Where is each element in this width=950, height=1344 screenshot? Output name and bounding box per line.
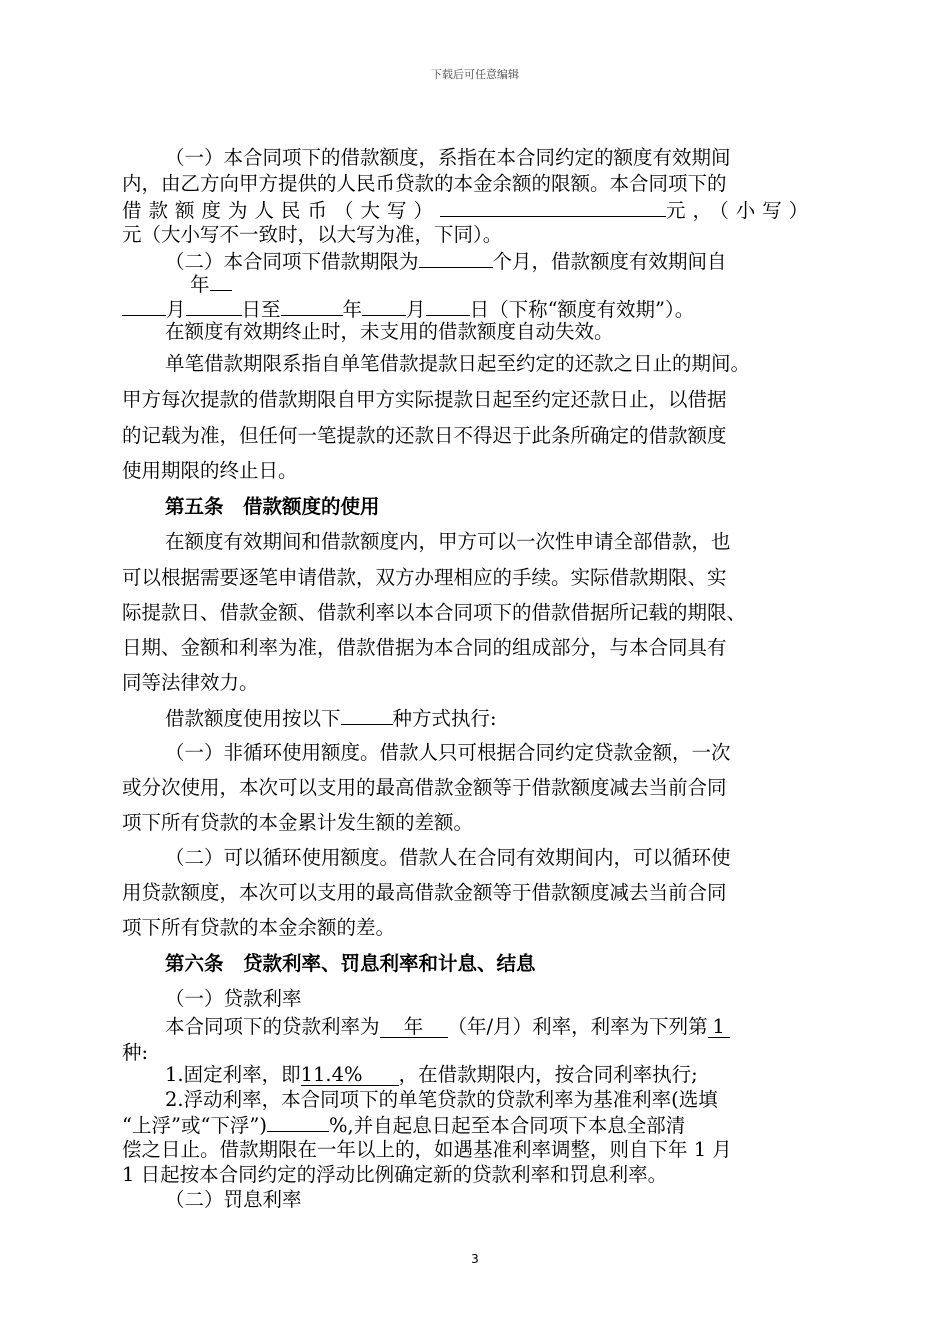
text-fragment: 元，（小写）: [666, 199, 816, 222]
paragraph-line: 项下所有贷款的本金累计发生额的差额。: [122, 811, 474, 834]
paragraph-line: （一）非循环使用额度。借款人只可根据合同约定贷款金额，一次: [165, 741, 731, 764]
paragraph-line: [165, 706, 497, 731]
paragraph-line: 种:: [122, 1041, 149, 1064]
paragraph-line: [165, 1063, 698, 1087]
paragraph-line: 的记载为准，但任何一笔提款的还款日不得迟于此条所确定的借款额度: [122, 424, 727, 447]
paragraph-line: 甲方每次提款的借款期限自甲方实际提款日起至约定还款日止，以借据: [122, 388, 727, 411]
year-blank: [210, 272, 232, 291]
months-blank: [419, 249, 493, 268]
paragraph-line: [122, 297, 694, 322]
paragraph-line: 或分次使用，本次可以支用的最高借款金额等于借款额度减去当前合同: [122, 776, 727, 799]
text-fragment: 日（下称“额度有效期”）。: [469, 298, 695, 321]
text-fragment: %,并自起息日起至本合同项下本息全部清: [328, 1114, 686, 1137]
paragraph-line: [122, 198, 815, 223]
text-fragment: 月: [166, 298, 186, 321]
article-heading: 第六条 贷款利率、罚息利率和计息、结息: [165, 952, 536, 975]
text-fragment: 年: [190, 273, 210, 296]
paragraph-line: 际提款日、借款金额、借款利率以本合同项下的借款借据所记载的期限、: [122, 601, 747, 624]
page-header: 下载后可任意编辑: [431, 68, 519, 81]
month-blank: [122, 297, 166, 316]
text-fragment: 个月，借款额度有效期间自: [492, 250, 727, 273]
text-fragment: 借款额度使用按以下: [165, 707, 341, 730]
text-fragment: 1.固定利率，即: [165, 1063, 301, 1086]
paragraph-line: 偿之日止。借款期限在一年以上的，如遇基准利率调整，则自下年 1 月: [122, 1138, 732, 1161]
paragraph-line: 项下所有贷款的本金余额的差。: [122, 916, 396, 939]
day-blank: [186, 297, 242, 316]
text-fragment: ，在借款期限内，按合同利率执行;: [398, 1063, 698, 1086]
paragraph-line: 元（大小写不一致时，以大写为准，下同）。: [122, 223, 503, 246]
paragraph-line: 单笔借款期限系指自单笔借款提款日起至约定的还款之日止的期间。: [165, 352, 751, 375]
paragraph-line: （一）本合同项下的借款额度，系指在本合同约定的额度有效期间: [165, 146, 731, 169]
float-rate-blank: [267, 1113, 329, 1132]
paragraph-line: 用贷款额度，本次可以支用的最高借款金额等于借款额度减去当前合同: [122, 881, 727, 904]
paragraph-line: [165, 1015, 730, 1039]
amount-uppercase-blank: [440, 198, 666, 217]
text-fragment: （二）本合同项下借款期限为: [165, 250, 419, 273]
day-blank: [426, 297, 470, 316]
paragraph-line: 同等法律效力。: [122, 671, 259, 694]
paragraph-line: [165, 249, 727, 274]
paragraph-line: 在额度有效期间和借款额度内，甲方可以一次性申请全部借款，也: [165, 530, 731, 553]
paragraph-line: [122, 1113, 685, 1138]
paragraph-line: 在额度有效期终止时，未支用的借款额度自动失效。: [165, 320, 614, 343]
text-fragment: 借款额度为人民币（大写）: [122, 199, 441, 222]
paragraph-line: 日期、金额和利率为准，借款借据为本合同的组成部分，与本合同具有: [122, 636, 727, 659]
year-blank: [281, 297, 343, 316]
paragraph-line: 内，由乙方向甲方提供的人民币贷款的本金余额的限额。本合同项下的: [122, 172, 727, 195]
text-fragment: 日至: [241, 298, 281, 321]
paragraph-line: 2.浮动利率，本合同项下的单笔贷款的贷款利率为基准利率(选填: [165, 1088, 718, 1111]
paragraph-line: [190, 272, 232, 297]
paragraph-line: 可以根据需要逐笔申请借款，双方办理相应的手续。实际借款期限、实: [122, 566, 727, 589]
subsection-heading: （一）贷款利率: [165, 987, 302, 1010]
paragraph-line: 使用期限的终止日。: [122, 459, 298, 482]
text-fragment: “上浮”或“下浮”): [122, 1114, 267, 1137]
text-fragment: 月: [406, 298, 426, 321]
text-fragment: 年: [342, 298, 363, 321]
page-number: 3: [471, 1252, 479, 1266]
paragraph-line: 1 日起按本合同约定的浮动比例确定新的贷款利率和罚息利率。: [122, 1163, 668, 1186]
text-fragment: 本合同项下的贷款利率为: [165, 1015, 380, 1038]
text-fragment: （年/月）利率，利率为下列第: [447, 1015, 708, 1038]
rate-option-fill: 1: [708, 1017, 730, 1038]
text-fragment: 种方式执行:: [392, 707, 497, 730]
rate-period-fill: 年: [380, 1017, 448, 1038]
article-heading: 第五条 借款额度的使用: [165, 495, 380, 518]
method-blank: [341, 706, 393, 725]
month-blank: [362, 297, 406, 316]
paragraph-line: （二）可以循环使用额度。借款人在合同有效期间内，可以循环使: [165, 846, 731, 869]
fixed-rate-fill: 11.4%: [301, 1065, 399, 1086]
subsection-heading: （二）罚息利率: [165, 1188, 302, 1211]
